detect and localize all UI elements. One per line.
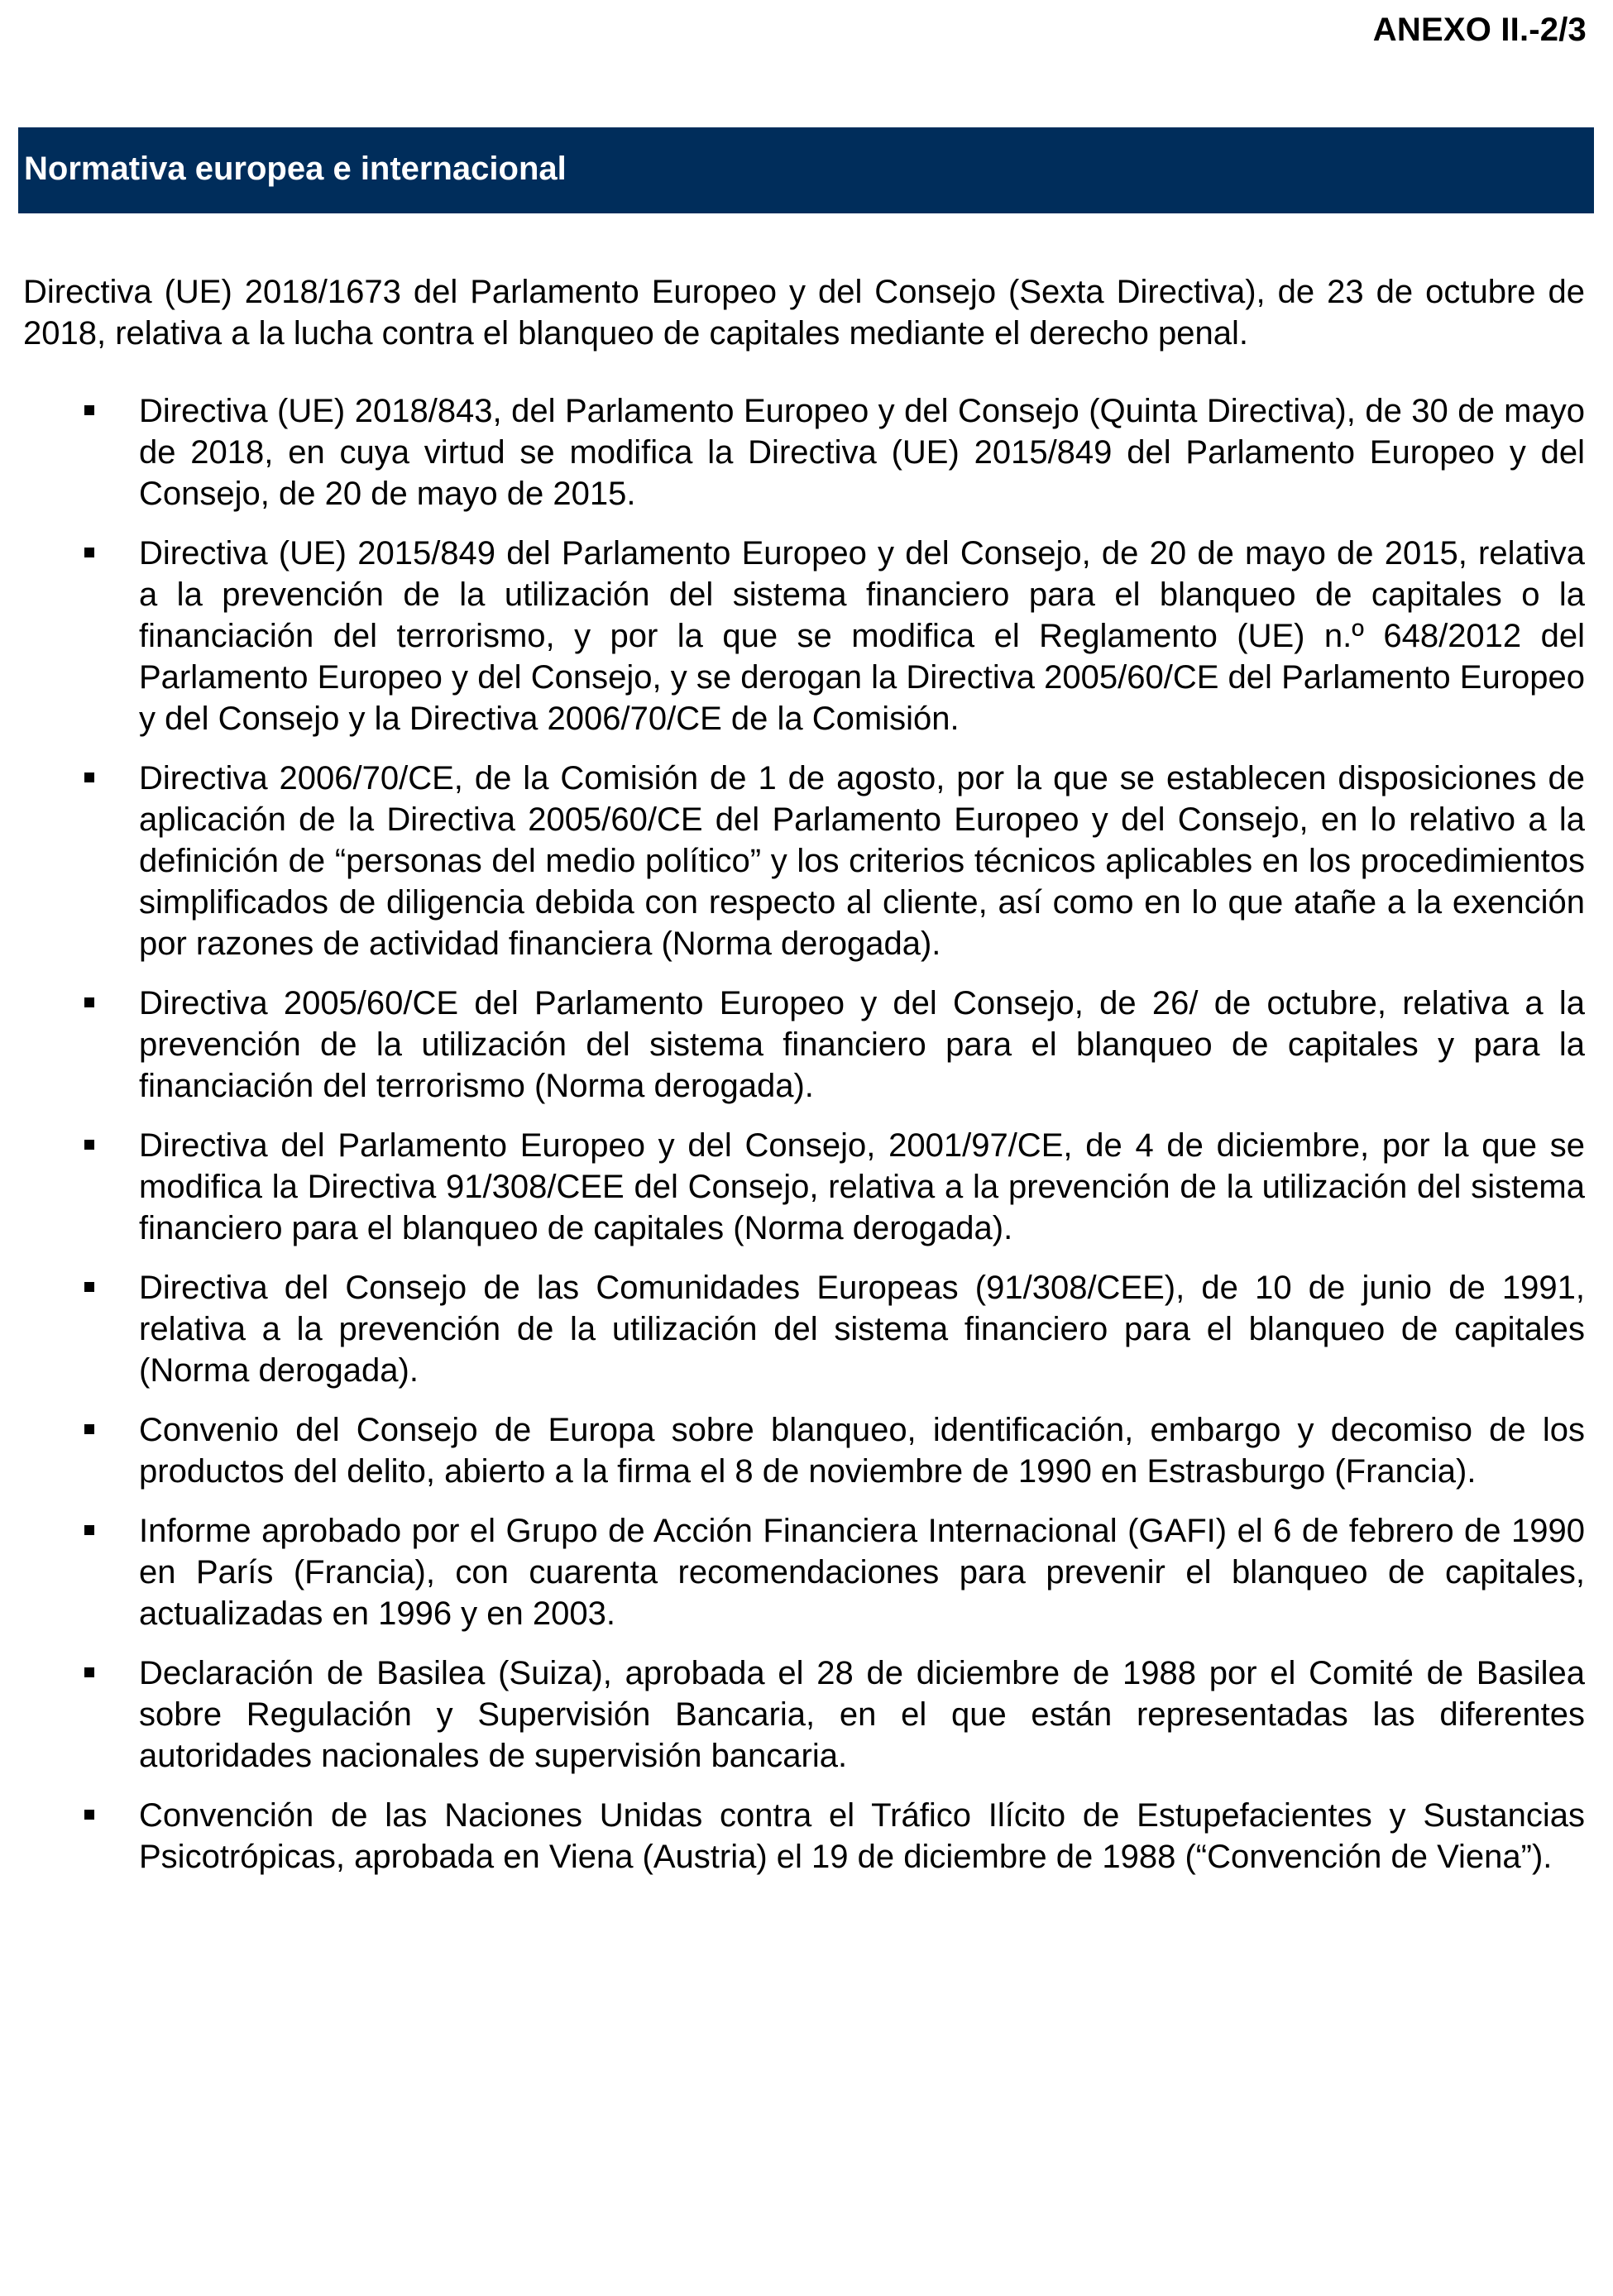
list-item-text: Directiva del Consejo de las Comunidades Europeas (91/308/CEE), de 10 de junio de 1991, relativa a la prevención de la utilización del sistema financiero para el blanqueo de capitales (Norma derogada). (139, 1270, 1585, 1389)
annex-page-label: ANEXO II.-2/3 (1372, 12, 1587, 48)
square-bullet-icon (84, 548, 94, 557)
list-item (23, 1267, 1585, 1391)
square-bullet-icon (84, 405, 94, 415)
list-item-text: Declaración de Basilea (Suiza), aprobada el 28 de diciembre de 1988 por el Comité de Basilea sobre Regulación y Supervisión Bancaria, en el que están representadas las diferentes autoridades nacionales de supervisión bancaria. (139, 1655, 1585, 1774)
list-item-text: Directiva (UE) 2018/843, del Parlamento Europeo y del Consejo (Quinta Directiva), de 30 de mayo de 2018, en cuya virtud se modifica la Directiva (UE) 2015/849 del Parlamento Europeo y del Consejo, de 20 de mayo de 2015. (139, 393, 1585, 512)
list-item (23, 1125, 1585, 1249)
intro-paragraph: Directiva (UE) 2018/1673 del Parlamento Europeo y del Consejo (Sexta Directiva), de 23 de octubre de 2018, relativa a la lucha contra el blanqueo de capitales mediante el derecho penal. (23, 274, 1585, 352)
square-bullet-icon (84, 1424, 94, 1434)
list-item-text: Directiva (UE) 2015/849 del Parlamento Europeo y del Consejo, de 20 de mayo de 2015, relativa a la prevención de la utilización del sistema financiero para el blanqueo de capitales o la financiación del terrorismo, y por la que se modifica el Reglamento (UE) n.º 648/2012 del Parlamento Europeo y del Consejo, y se derogan la Directiva 2005/60/CE del Parlamento Europeo y del Consejo y la Directiva 2006/70/CE de la Comisión. (139, 535, 1585, 737)
list-item-text: Directiva 2005/60/CE del Parlamento Europeo y del Consejo, de 26/ de octubre, relativa a la prevención de la utilización del sistema financiero para el blanqueo de capitales y para la financiación del terrorismo (Norma derogada). (139, 985, 1585, 1104)
list-item (23, 1795, 1585, 1877)
list-item (23, 1510, 1585, 1634)
list-item (23, 390, 1585, 514)
document-body (23, 271, 1585, 1896)
list-item-text: Directiva 2006/70/CE, de la Comisión de 1 de agosto, por la que se establecen disposiciones de aplicación de la Directiva 2005/60/CE del Parlamento Europeo y del Consejo, en lo relativo a la definición de “personas del medio político” y los criterios técnicos aplicables en los procedimientos simplificados de diligencia debida con respecto al cliente, así como en lo que atañe a la exención por razones de actividad financiera (Norma derogada). (139, 760, 1585, 962)
list-item-text: Convención de las Naciones Unidas contra el Tráfico Ilícito de Estupefacientes y Sustancias Psicotrópicas, aprobada en Viena (Austria) el 19 de diciembre de 1988 (“Convención de Viena”). (139, 1797, 1585, 1875)
square-bullet-icon (84, 1810, 94, 1820)
list-item (23, 1409, 1585, 1492)
list-item-text: Convenio del Consejo de Europa sobre blanqueo, identificación, embargo y decomiso de los productos del delito, abierto a la firma el 8 de noviembre de 1990 en Estrasburgo (Francia). (139, 1412, 1585, 1490)
list-item (23, 533, 1585, 739)
square-bullet-icon (84, 773, 94, 782)
section-title: Normativa europea e internacional (24, 151, 567, 187)
square-bullet-icon (84, 1525, 94, 1535)
square-bullet-icon (84, 1140, 94, 1150)
square-bullet-icon (84, 1667, 94, 1677)
square-bullet-icon (84, 1282, 94, 1292)
square-bullet-icon (84, 997, 94, 1007)
list-item (23, 758, 1585, 964)
regulation-list (23, 390, 1585, 1877)
list-item-text: Informe aprobado por el Grupo de Acción Financiera Internacional (GAFI) el 6 de febrero de 1990 en París (Francia), con cuarenta recomendaciones para prevenir el blanqueo de capitales, actualizadas en 1996 y en 2003. (139, 1513, 1585, 1632)
list-item-text: Directiva del Parlamento Europeo y del Consejo, 2001/97/CE, de 4 de diciembre, por la que se modifica la Directiva 91/308/CEE del Consejo, relativa a la prevención de la utilización del sistema financiero para el blanqueo de capitales (Norma derogada). (139, 1127, 1585, 1246)
list-item (23, 1653, 1585, 1777)
list-item (23, 983, 1585, 1107)
section-header-bar (18, 127, 1594, 213)
